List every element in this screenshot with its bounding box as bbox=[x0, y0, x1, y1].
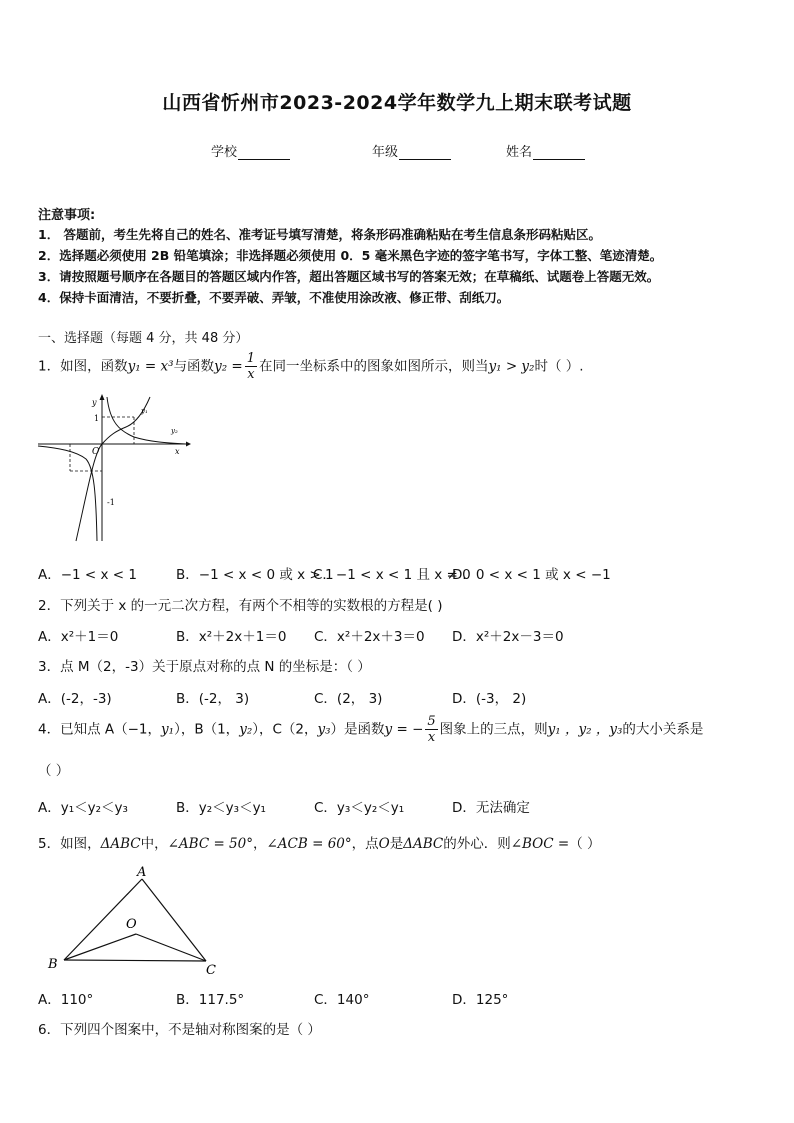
q4-option-d[interactable]: D．无法确定 bbox=[452, 800, 530, 816]
note-item: 3．请按照题号顺序在各题目的答题区域内作答，超出答题区域书写的答案无效；在草稿纸、试题卷上答题无效。 bbox=[38, 269, 660, 284]
segment-BO bbox=[64, 934, 136, 960]
tick-label-neg: -1 bbox=[107, 498, 115, 507]
question-4-paren: （ ） bbox=[38, 763, 70, 779]
note-item: 1． 答题前，考生先将自己的姓名、准考证号填写清楚，将条形码准确粘贴在考生信息条形码粘贴区。 bbox=[38, 227, 602, 242]
school-blank[interactable] bbox=[238, 146, 290, 160]
section-heading: 一、选择题（每题 4 分，共 48 分） bbox=[38, 331, 249, 346]
vertex-label-a: A bbox=[137, 865, 147, 880]
vertex-label-c: C bbox=[206, 963, 216, 978]
fraction: $\frac{1}{x}$ bbox=[246, 351, 255, 382]
side-BC bbox=[64, 960, 206, 961]
curve-label-y1: y₁ bbox=[141, 407, 148, 415]
note-item: 4．保持卡面清洁，不要折叠，不要弄破、弄皱，不准使用涂改液、修正带、刮纸刀。 bbox=[38, 290, 510, 305]
q3-option-c[interactable]: C．(2， 3) bbox=[314, 691, 383, 707]
curve-y2-branch bbox=[38, 446, 97, 541]
q5-option-d[interactable]: D．125° bbox=[452, 992, 509, 1008]
note-item: 2．选择题必须使用 2B 铅笔填涂；非选择题必须使用 0．5 毫米黑色字迹的签字笔书写，字体工整、笔迹清楚。 bbox=[38, 248, 663, 263]
q2-option-d[interactable]: D．x²＋2x－3＝0 bbox=[452, 629, 564, 645]
q2-option-a[interactable]: A．x²＋1＝0 bbox=[38, 629, 119, 645]
q2-option-c[interactable]: C．x²＋2x＋3＝0 bbox=[314, 629, 425, 645]
y-axis-label: y bbox=[92, 398, 97, 407]
q1-option-c[interactable]: C．−1 < x < 1 且 x ≠ 0 bbox=[313, 567, 471, 583]
fraction: $\frac{5}{x}$ bbox=[427, 714, 436, 745]
grade-blank[interactable] bbox=[399, 146, 451, 160]
q4-option-b[interactable]: B．y₂＜y₃＜y₁ bbox=[176, 800, 266, 816]
name-label: 姓名 bbox=[506, 145, 533, 160]
grade-label: 年级 bbox=[372, 145, 399, 160]
center-label-o: O bbox=[126, 917, 137, 932]
exam-title: 山西省忻州市2023-2024学年数学九上期末联考试题 bbox=[162, 92, 632, 114]
question-6-text: 6．下列四个图案中，不是轴对称图案的是（ ） bbox=[38, 1022, 321, 1038]
origin-label: O bbox=[92, 447, 100, 457]
q3-option-a[interactable]: A．(-2，-3) bbox=[38, 691, 112, 707]
q5-option-c[interactable]: C．140° bbox=[314, 992, 370, 1008]
q1-option-a[interactable]: A．−1 < x < 1 bbox=[38, 567, 138, 583]
x-axis-label: x bbox=[175, 447, 180, 456]
name-field[interactable] bbox=[506, 141, 585, 160]
q5-option-b[interactable]: B．117.5° bbox=[176, 992, 245, 1008]
q1-option-d[interactable]: D．0 < x < 1 或 x < −1 bbox=[452, 567, 611, 583]
question-1-graph bbox=[36, 393, 192, 545]
q1-option-b[interactable]: B．−1 < x < 0 或 x > 1 bbox=[176, 567, 334, 583]
question-4-text: 4．已知点 A（−1，y₁），B（1，y₂），C（2，y₃）是函数y = − $\frac{5}{x}$ 图象上的三点，则y₁ ，y₂ ，y₃的大小关系是 bbox=[38, 714, 704, 745]
question-3-text: 3．点 M（2，-3）关于原点对称的点 N 的坐标是：（ ） bbox=[38, 659, 371, 675]
q3-option-d[interactable]: D．(-3， 2) bbox=[452, 691, 527, 707]
tick-label-pos: 1 bbox=[94, 414, 100, 423]
q3-option-b[interactable]: B．(-2， 3) bbox=[176, 691, 250, 707]
question-5-text: 5．如图，ΔABC中，∠ABC = 50°，∠ACB = 60°，点O是ΔABC的外心．则∠BOC =（ ） bbox=[38, 836, 601, 852]
question-5-triangle bbox=[44, 862, 224, 980]
vertex-label-b: B bbox=[48, 957, 58, 972]
name-blank[interactable] bbox=[533, 146, 585, 160]
question-2-text: 2．下列关于 x 的一元二次方程，有两个不相等的实数根的方程是( ) bbox=[38, 598, 443, 614]
q5-option-a[interactable]: A．110° bbox=[38, 992, 94, 1008]
question-1-text: 1．如图，函数y₁ = x³与函数y₂ = $\frac{1}{x}$ 在同一坐标系中的图象如图所示，则当y₁ > y₂时（ ）. bbox=[38, 351, 584, 382]
q4-option-c[interactable]: C．y₃＜y₂＜y₁ bbox=[314, 800, 405, 816]
notes-heading: 注意事项: bbox=[38, 208, 96, 223]
q4-option-a[interactable]: A．y₁＜y₂＜y₃ bbox=[38, 800, 128, 816]
grade-field[interactable] bbox=[372, 141, 451, 160]
school-field[interactable] bbox=[211, 141, 290, 160]
q2-option-b[interactable]: B．x²＋2x＋1＝0 bbox=[176, 629, 287, 645]
school-label: 学校 bbox=[211, 145, 238, 160]
curve-label-y2: y₂ bbox=[171, 427, 178, 435]
